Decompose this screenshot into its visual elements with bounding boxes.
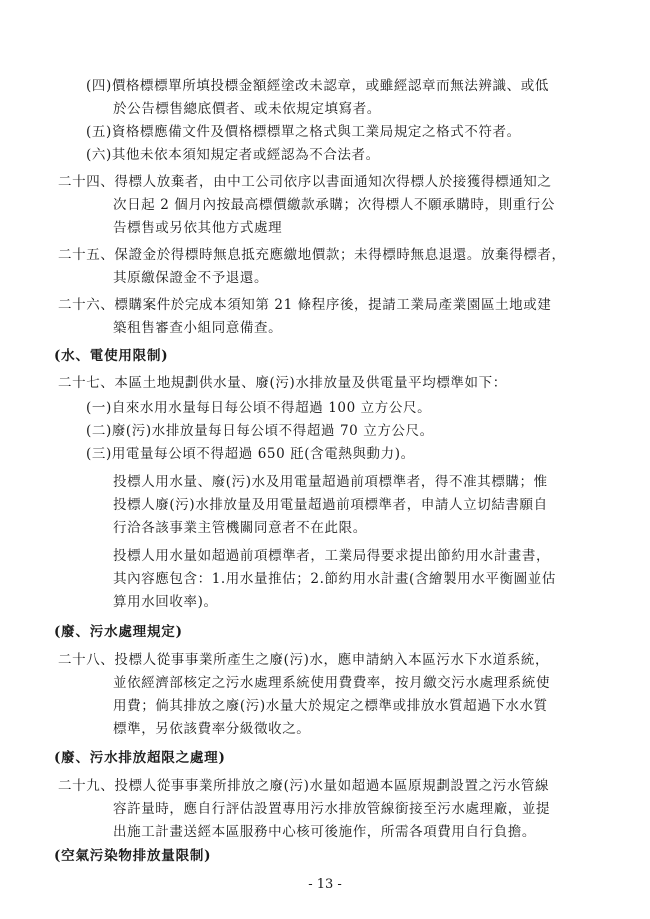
article-26-line-1: 二十六、標購案件於完成本須知第 21 條程序後，提請工業局產業園區土地或建 bbox=[58, 297, 552, 313]
sub-item-2: (二)廢(污)水排放量每日每公頃不得超過 70 立方公尺。 bbox=[86, 423, 434, 439]
article-29-line-1: 二十九、投標人從事事業所排放之廢(污)水量如超過本區原規劃設置之污水管線 bbox=[58, 778, 550, 794]
section-heading-air-pollution: (空氣污染物排放量限制) bbox=[54, 848, 212, 864]
article-28-line-3: 用費；倘其排放之廢(污)水量大於規定之標準或排放水質超過下水水質 bbox=[113, 698, 548, 714]
paragraph-1-line-3: 行洽各該事業主管機關同意者不在此限。 bbox=[113, 520, 367, 536]
sub-item-1: (一)自來水用水量每日每公頃不得超過 100 立方公尺。 bbox=[86, 400, 432, 416]
article-25-line-2: 其原繳保證金不予退還。 bbox=[113, 270, 269, 286]
paragraph-2-line-1: 投標人用水量如超過前項標準者，工業局得要求提出節約用水計畫書， bbox=[113, 548, 551, 564]
sub-item-3: (三)用電量每公頃不得超過 650 瓩(含電熱與動力)。 bbox=[86, 446, 415, 462]
article-24-line-1: 二十四、得標人放棄者，由中工公司依序以書面通知次得標人於接獲得標通知之 bbox=[58, 174, 552, 190]
page-number: - 13 - bbox=[308, 877, 342, 892]
article-29-line-2: 容許量時，應自行評估設置專用污水排放管線銜接至污水處理廠，並提 bbox=[113, 801, 551, 817]
paragraph-2-line-2: 其內容應包含：1.用水量推估；2.節約用水計畫(含繪製用水平衡圖並估 bbox=[113, 571, 556, 587]
article-24-line-3: 告標售或另依其他方式處理 bbox=[113, 220, 283, 236]
item-4-line-1: (四)價格標標單所填投標金額經塗改未認章，或雖經認章而無法辨識、或低 bbox=[86, 78, 549, 94]
article-28-line-1: 二十八、投標人從事事業所產生之廢(污)水，應申請納入本區污水下水道系統， bbox=[58, 652, 550, 668]
paragraph-1-line-2: 投標人廢(污)水排放量及用電量超過前項標準者，申請人立切結書願自 bbox=[113, 497, 548, 513]
article-29-line-3: 出施工計畫送經本區服務中心核可後施作，所需各項費用自行負擔。 bbox=[113, 824, 536, 840]
paragraph-2-line-3: 算用水回收率)。 bbox=[113, 594, 218, 610]
article-24-line-2: 次日起 2 個月內按最高標價繳款承購；次得標人不願承購時，則重行公 bbox=[113, 197, 555, 213]
paragraph-1-line-1: 投標人用水量、廢(污)水及用電量超過前項標準者，得不准其標購；惟 bbox=[113, 474, 548, 490]
article-27-line-1: 二十七、本區土地規劃供水量、廢(污)水排放量及供電量平均標準如下： bbox=[58, 375, 507, 391]
section-heading-discharge-excess: (廢、污水排放超限之處理) bbox=[54, 750, 226, 766]
item-6-line-1: (六)其他未依本須知規定者或經認為不合法者。 bbox=[86, 147, 380, 163]
article-28-line-4: 標準，另依該費率分級徵收之。 bbox=[113, 721, 311, 737]
section-heading-wastewater-rules: (廢、污水處理規定) bbox=[54, 624, 183, 640]
article-28-line-2: 並依經濟部核定之污水處理系統使用費費率，按月繳交污水處理系統使 bbox=[113, 675, 551, 691]
section-heading-water-power: (水、電使用限制) bbox=[54, 348, 169, 364]
item-5-line-1: (五)資格標應備文件及價格標標單之格式與工業局規定之格式不符者。 bbox=[86, 124, 521, 140]
article-26-line-2: 築租售審查小組同意備查。 bbox=[113, 320, 283, 336]
article-25-line-1: 二十五、保證金於得標時無息抵充應繳地價款；未得標時無息退還。放棄得標者， bbox=[58, 247, 566, 263]
item-4-line-2: 於公告標售總底價者、或未依規定填寫者。 bbox=[113, 101, 381, 117]
